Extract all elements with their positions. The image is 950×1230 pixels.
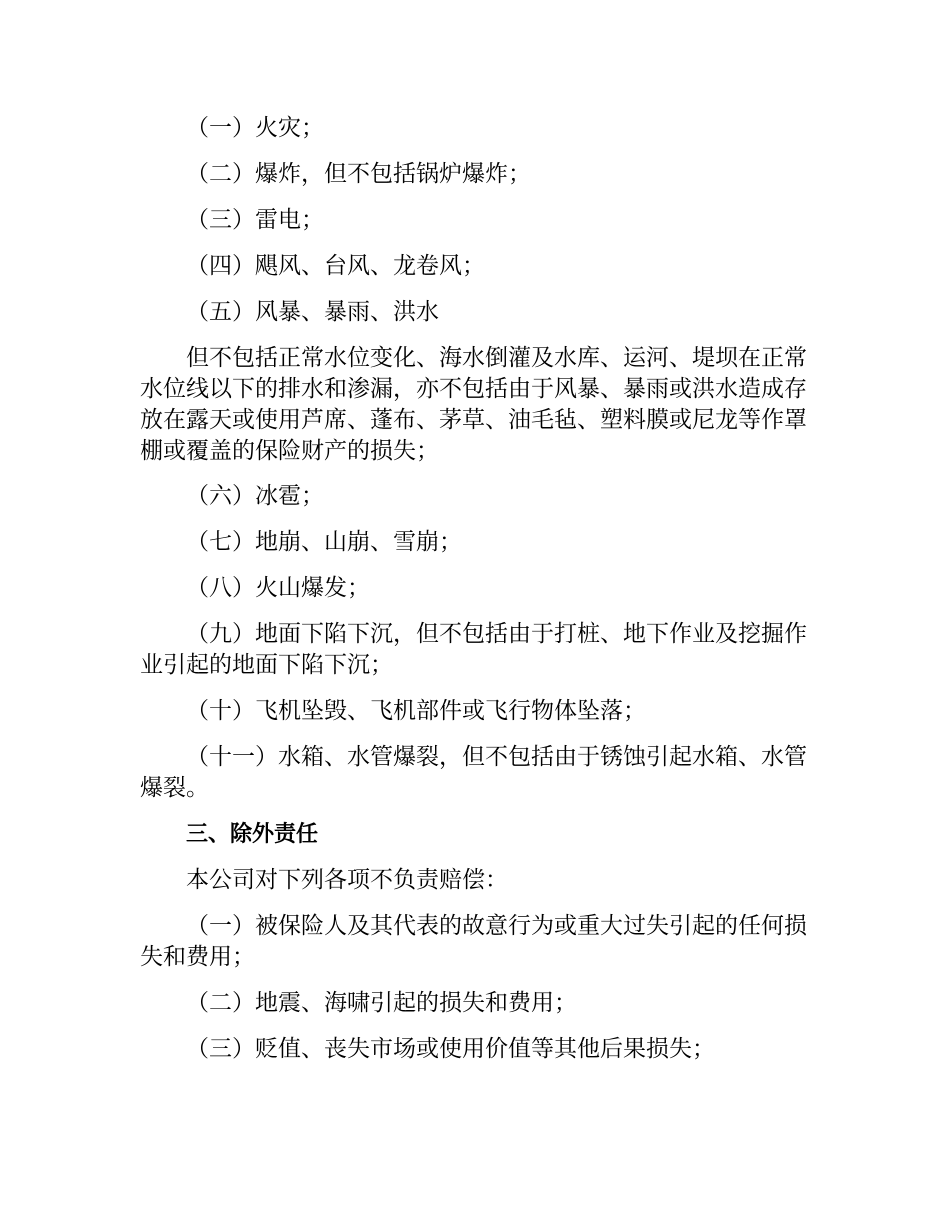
paragraph-item-9: （九）地面下陷下沉，但不包括由于打桩、地下作业及挖掘作业引起的地面下陷下沉； xyxy=(140,621,807,678)
exclusion-item-2: （二）地震、海啸引起的损失和费用； xyxy=(186,990,577,1016)
paragraph-item-2: （二）爆炸，但不包括锅炉爆炸； xyxy=(186,161,531,187)
paragraph-item-4: （四）飓风、台风、龙卷风； xyxy=(186,253,485,279)
paragraph-item-7: （七）地崩、山崩、雪崩； xyxy=(186,529,462,555)
paragraph-item-6: （六）冰雹； xyxy=(186,483,324,509)
paragraph-item-3: （三）雷电； xyxy=(186,207,324,233)
paragraph-item-5-detail: 但不包括正常水位变化、海水倒灌及水库、运河、堤坝在正常水位线以下的排水和渗漏，亦不包括由于风暴、暴雨或洪水造成存放在露天或使用芦席、蓬布、茅草、油毛毡、塑料膜或尼龙等作罩棚或覆盖的保险财产的损失； xyxy=(140,345,807,464)
paragraph-item-5: （五）风暴、暴雨、洪水 xyxy=(186,299,439,325)
section-heading: 三、除外责任 xyxy=(186,822,319,847)
exclusion-item-1: （一）被保险人及其代表的故意行为或重大过失引起的任何损失和费用； xyxy=(140,913,807,970)
paragraph-item-8: （八）火山爆发； xyxy=(186,575,370,601)
section-intro: 本公司对下列各项不负责赔偿： xyxy=(186,867,508,893)
paragraph-item-1: （一）火灾； xyxy=(186,115,324,141)
paragraph-item-11: （十一）水箱、水管爆裂，但不包括由于锈蚀引起水箱、水管爆裂。 xyxy=(140,744,807,801)
exclusion-item-3: （三）贬值、丧失市场或使用价值等其他后果损失； xyxy=(186,1036,715,1062)
paragraph-item-10: （十）飞机坠毁、飞机部件或飞行物体坠落； xyxy=(186,698,646,724)
